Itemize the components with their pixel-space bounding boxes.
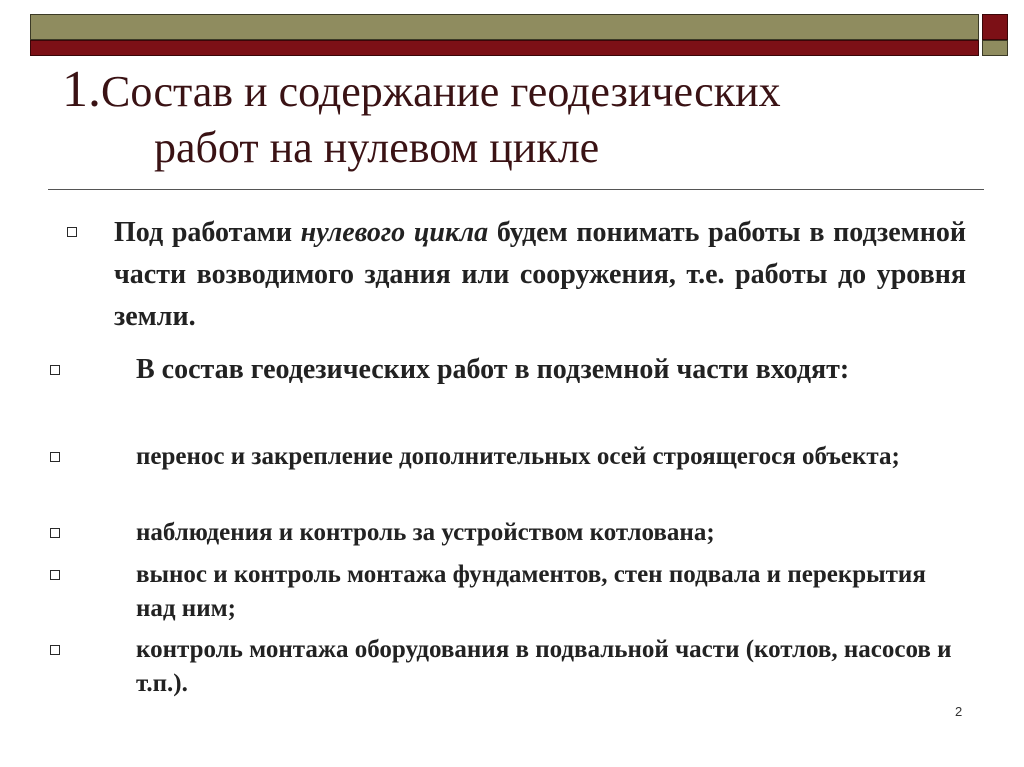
slide-title (62, 62, 962, 176)
bullet-square-icon (50, 570, 60, 580)
title-divider (48, 189, 984, 190)
bullet-square-icon (67, 227, 77, 237)
list-item: вынос и контроль монтажа фундаментов, стен подвала и перекрытия над ним; (136, 561, 926, 622)
bullet-square-icon (50, 365, 60, 375)
composition-heading: В состав геодезических работ в подземной части входят: (136, 354, 850, 385)
intro-text-before: Под работами (114, 217, 301, 248)
header-band-maroon (30, 40, 979, 56)
bullet-square-icon (50, 528, 60, 538)
title-line-2: работ на нулевом цикле (154, 123, 600, 172)
header-corner-square-olive (982, 40, 1008, 56)
list-item: перенос и закрепление дополнительных осей строящегося объекта; (136, 443, 900, 470)
bullet-square-icon (50, 452, 60, 462)
title-number: 1. (62, 61, 101, 118)
intro-text-after: будем понимать работы в подземной части возводимого здания или сооружения, т.е. работы до уровня земли. (114, 217, 966, 332)
title-line-1: Состав и содержание геодезических (101, 67, 781, 116)
bullet-square-icon (50, 645, 60, 655)
header-corner-square-maroon (982, 14, 1008, 40)
page-number: 2 (955, 704, 963, 719)
header-band-olive (30, 14, 979, 40)
list-item: контроль монтажа оборудования в подвальной части (котлов, насосов и т.п.). (136, 636, 952, 697)
intro-paragraph (114, 212, 966, 338)
intro-text-italic: нулевого цикла (300, 217, 489, 248)
list-item: наблюдения и контроль за устройством котлована; (136, 519, 715, 546)
